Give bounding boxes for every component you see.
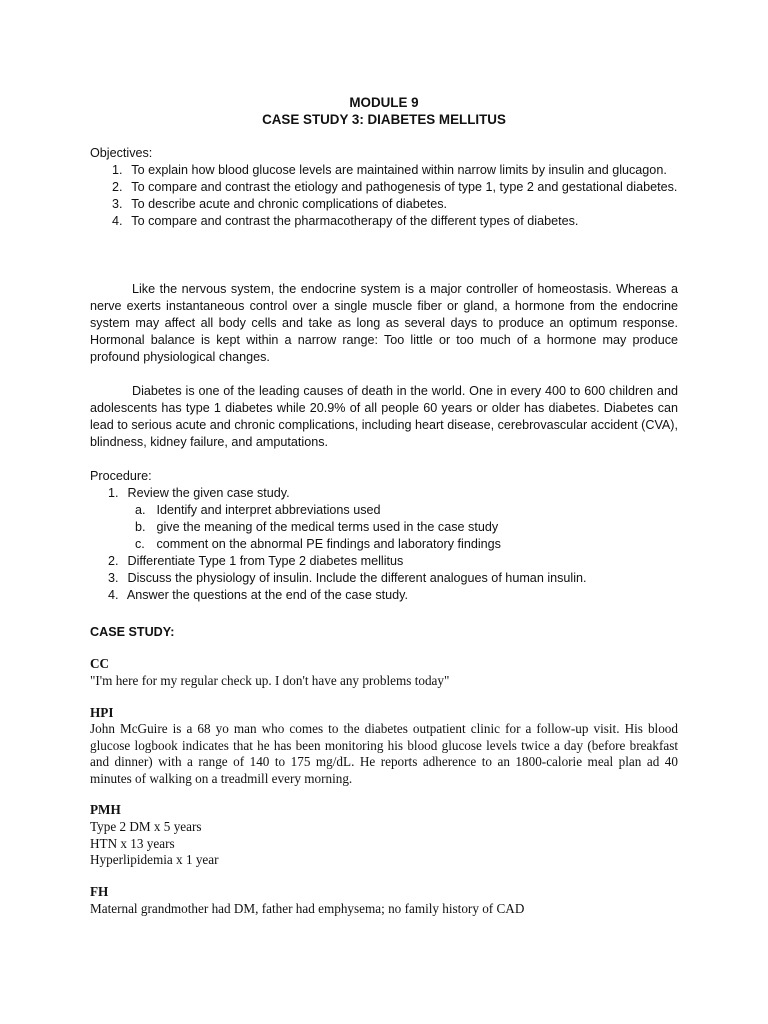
procedure-number: 2. [108,554,119,568]
objectives-section [90,145,678,230]
procedure-subitem [90,519,678,536]
subitem-letter: c. [135,537,145,551]
objective-text: To compare and contrast the pharmacotherapy of the different types of diabetes. [131,214,579,228]
hpi-text: John McGuire is a 68 yo man who comes to the diabetes outpatient clinic for a follow-up visit. His blood glucose logbook indicates that he has been monitoring his blood glucose levels twice a day (before breakfast and dinner) with a range of 140 to 175 mg/dL. He reports adherence to an 1800-calorie meal plan ad 40 minutes of walking on a treadmill every morning. [90,721,678,786]
cc-text: "I'm here for my regular check up. I don't have any problems today" [90,673,450,688]
pmh-item: HTN x 13 years [90,835,175,851]
objective-text: To describe acute and chronic complications of diabetes. [131,197,448,211]
subitem-letter: b. [135,520,146,534]
subitem-letter: a. [135,503,146,517]
pmh-heading: PMH [90,802,121,817]
objective-text: To compare and contrast the etiology and pathogenesis of type 1, type 2 and gestational diabetes. [131,180,678,194]
procedure-text: Discuss the physiology of insulin. Include the different analogues of human insulin. [127,571,587,585]
fh-heading: FH [90,884,109,899]
procedure-text: Answer the questions at the end of the case study. [126,588,409,602]
fh-text: Maternal grandmother had DM, father had emphysema; no family history of CAD [90,901,525,916]
procedure-label: Procedure: [90,469,152,483]
objective-text: To explain how blood glucose levels are maintained within narrow limits by insulin and glucagon. [131,163,667,177]
objective-item [90,162,678,179]
procedure-subitem [90,536,678,553]
hpi-heading: HPI [90,705,114,720]
intro-paragraph-diabetes: Diabetes is one of the leading causes of death in the world. One in every 400 to 600 children and adolescents has type 1 diabetes while 20.9% of all people 60 years or older has diabetes. Diabetes can lead to serious acute and chronic complications, including heart disease, cerebrovascular accident (CVA), blindness, kidney failure, and amputations. [90,384,678,449]
procedure-text: Differentiate Type 1 from Type 2 diabetes mellitus [127,554,404,568]
procedure-item [90,570,678,587]
objective-item [90,196,678,213]
objectives-label: Objectives: [90,146,153,160]
procedure-number: 1. [108,486,119,500]
procedure-section [90,468,678,604]
subitem-text: Identify and interpret abbreviations used [156,503,381,517]
procedure-number: 3. [108,571,119,585]
procedure-item [90,553,678,570]
subitem-text: comment on the abnormal PE findings and laboratory findings [156,537,501,551]
objectives-list [90,162,678,230]
procedure-number: 4. [108,588,119,602]
module-title: MODULE 9 [349,95,419,110]
objective-item [90,179,678,196]
cc-heading: CC [90,656,110,671]
intro-paragraph-endocrine: Like the nervous system, the endocrine system is a major controller of homeostasis. Whereas a nerve exerts instantaneous control over a single muscle fiber or gland, a hormone from the endocrine system may affect all body cells and take as long as several days to produce an optimum response. Hormonal balance is kept within a narrow range: Too little or too much of a hormone may produce profound physiological changes. [90,282,678,364]
objective-item [90,213,678,230]
pmh-list [90,819,678,869]
procedure-text: Review the given case study. [127,486,290,500]
procedure-item [90,485,678,502]
objective-number: 2. [112,180,123,194]
pmh-item: Hyperlipidemia x 1 year [90,852,219,867]
case-study-title: CASE STUDY 3: DIABETES MELLITUS [262,112,506,127]
objective-number: 4. [112,214,123,228]
procedure-subitem [90,502,678,519]
case-study-heading: CASE STUDY: [90,625,175,639]
objective-number: 1. [112,163,123,177]
procedure-item [90,587,678,604]
pmh-item: Type 2 DM x 5 years [90,819,202,834]
objective-number: 3. [112,197,123,211]
subitem-text: give the meaning of the medical terms used in the case study [156,520,499,534]
